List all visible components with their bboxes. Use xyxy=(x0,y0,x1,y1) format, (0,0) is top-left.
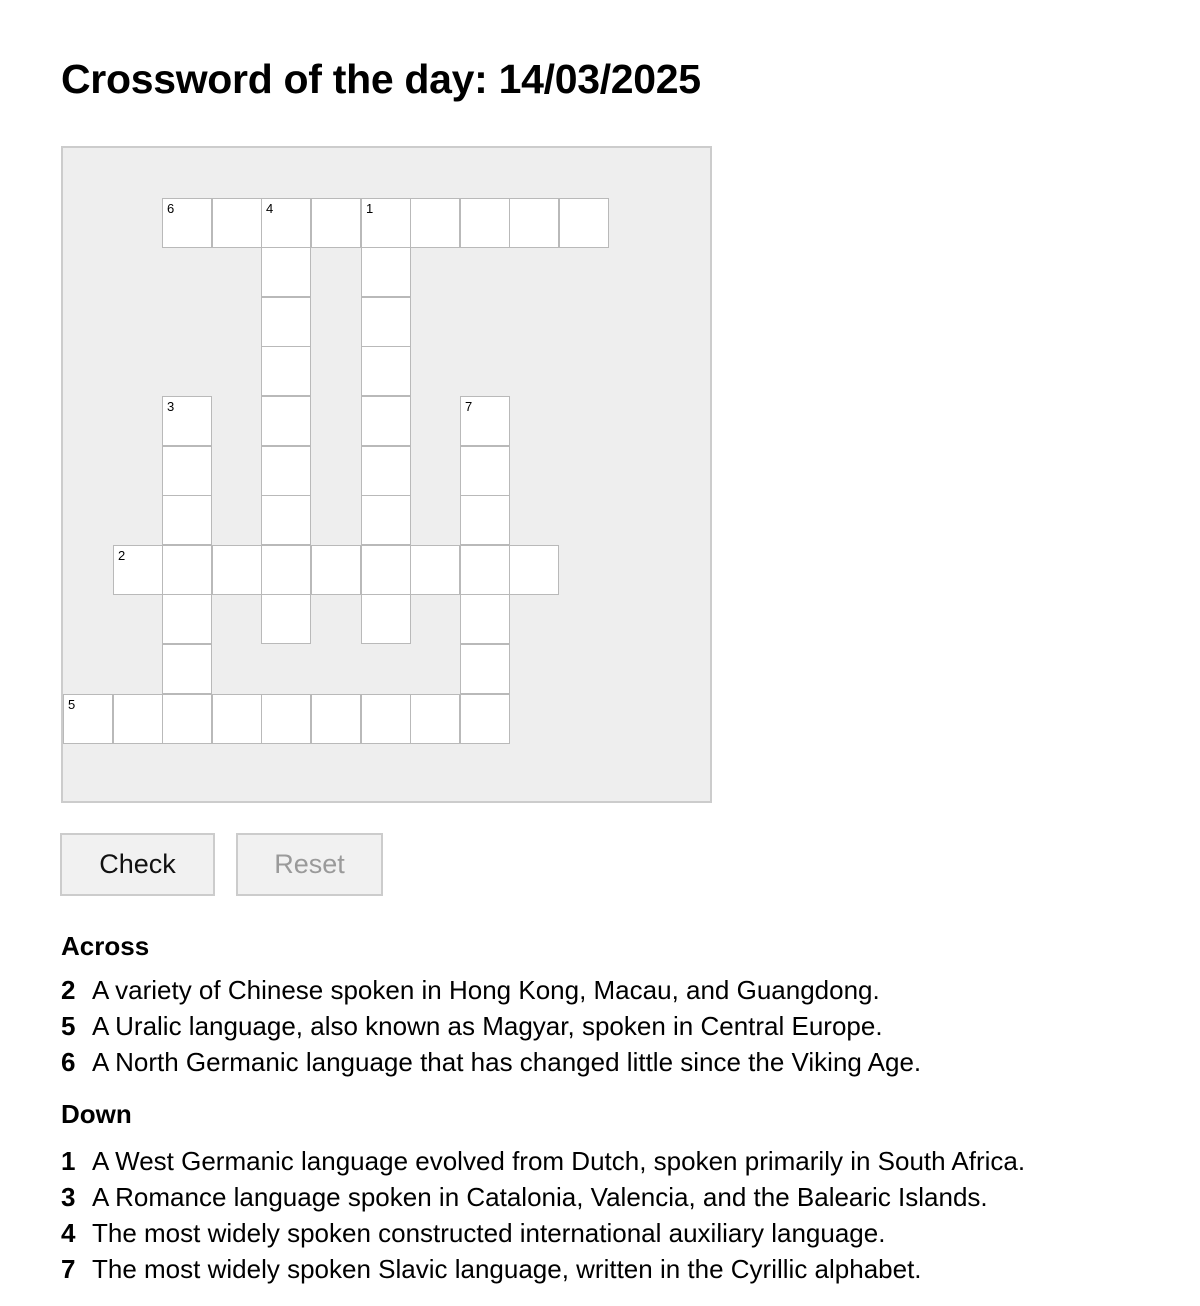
grid-cell[interactable] xyxy=(162,545,212,595)
grid-cell[interactable] xyxy=(509,545,559,595)
clue-number: 6 xyxy=(61,1047,76,1077)
grid-cell[interactable] xyxy=(460,198,510,248)
cell-input[interactable] xyxy=(262,447,310,495)
clue-number: 7 xyxy=(61,1254,76,1284)
cell-input[interactable] xyxy=(213,199,261,247)
across-heading: Across xyxy=(61,931,150,961)
cell-input[interactable] xyxy=(163,496,211,544)
grid-cell[interactable] xyxy=(311,694,361,744)
grid-cell[interactable] xyxy=(460,644,510,694)
grid-cell[interactable] xyxy=(261,297,311,347)
grid-cell[interactable] xyxy=(509,198,559,248)
clue-text: A variety of Chinese spoken in Hong Kong, Macau, and Guangdong. xyxy=(92,975,880,1005)
cell-input[interactable] xyxy=(362,496,410,544)
grid-cell[interactable] xyxy=(559,198,609,248)
cell-input[interactable] xyxy=(510,546,558,594)
cell-number: 7 xyxy=(465,399,473,414)
cell-input[interactable] xyxy=(163,695,211,743)
grid-cell[interactable] xyxy=(162,198,212,248)
cell-input[interactable] xyxy=(114,695,162,743)
grid-cell[interactable] xyxy=(361,694,411,744)
down-heading: Down xyxy=(61,1099,132,1129)
cell-input[interactable] xyxy=(163,397,211,445)
clue-item xyxy=(61,1044,921,1080)
page-title: Crossword of the day: 14/03/2025 xyxy=(61,56,701,102)
cell-input[interactable] xyxy=(213,546,261,594)
cell-input[interactable] xyxy=(461,397,509,445)
cell-input[interactable] xyxy=(461,447,509,495)
grid-cell[interactable] xyxy=(460,396,510,446)
cell-input[interactable] xyxy=(163,546,211,594)
cell-input[interactable] xyxy=(262,347,310,395)
clue-text: A North Germanic language that has changed little since the Viking Age. xyxy=(92,1047,922,1077)
cell-input[interactable] xyxy=(262,695,310,743)
grid-cell[interactable] xyxy=(212,694,262,744)
cell-input[interactable] xyxy=(362,447,410,495)
cell-input[interactable] xyxy=(312,546,360,594)
clue-item xyxy=(61,1215,1025,1251)
cell-number: 6 xyxy=(167,201,175,216)
clue-number: 2 xyxy=(61,975,76,1005)
clue-text: The most widely spoken constructed international auxiliary language. xyxy=(92,1218,886,1248)
grid-cell[interactable] xyxy=(361,446,411,496)
grid-cell[interactable] xyxy=(361,396,411,446)
cell-input[interactable] xyxy=(461,645,509,693)
cell-input[interactable] xyxy=(362,595,410,643)
cell-input[interactable] xyxy=(461,546,509,594)
cell-input[interactable] xyxy=(461,199,509,247)
clue-text: A West Germanic language evolved from Dutch, spoken primarily in South Africa. xyxy=(92,1146,1026,1176)
cell-input[interactable] xyxy=(262,546,310,594)
grid-cell[interactable] xyxy=(261,694,311,744)
clue-text: A Romance language spoken in Catalonia, Valencia, and the Balearic Islands. xyxy=(92,1182,988,1212)
grid-cell[interactable] xyxy=(212,545,262,595)
grid-cell[interactable] xyxy=(460,694,510,744)
cell-input[interactable] xyxy=(114,546,162,594)
grid-cell[interactable] xyxy=(162,694,212,744)
cell-number: 3 xyxy=(167,399,175,414)
cell-input[interactable] xyxy=(362,397,410,445)
grid-cell[interactable] xyxy=(410,694,460,744)
cell-input[interactable] xyxy=(213,695,261,743)
grid-cell[interactable] xyxy=(261,495,311,545)
grid-cell[interactable] xyxy=(261,446,311,496)
cell-input[interactable] xyxy=(461,595,509,643)
cell-input[interactable] xyxy=(510,199,558,247)
grid-cell[interactable] xyxy=(162,594,212,644)
grid-cell[interactable] xyxy=(361,495,411,545)
cell-input[interactable] xyxy=(262,298,310,346)
cell-input[interactable] xyxy=(362,695,410,743)
cell-input[interactable] xyxy=(163,199,211,247)
grid-cell[interactable] xyxy=(361,297,411,347)
grid-cell[interactable] xyxy=(361,594,411,644)
cell-input[interactable] xyxy=(560,199,608,247)
cell-input[interactable] xyxy=(262,199,310,247)
grid-cell[interactable] xyxy=(361,346,411,396)
grid-cell[interactable] xyxy=(113,694,163,744)
grid-cell[interactable] xyxy=(361,198,411,248)
grid-cell[interactable] xyxy=(311,198,361,248)
clue-item xyxy=(61,1179,1025,1215)
clue-text: A Uralic language, also known as Magyar, spoken in Central Europe. xyxy=(92,1011,883,1041)
grid-cell[interactable] xyxy=(460,594,510,644)
cell-input[interactable] xyxy=(362,546,410,594)
grid-cell[interactable] xyxy=(261,346,311,396)
grid-cell[interactable] xyxy=(162,446,212,496)
grid-cell[interactable] xyxy=(261,594,311,644)
cell-input[interactable] xyxy=(411,546,459,594)
grid-cell[interactable] xyxy=(460,545,510,595)
cell-input[interactable] xyxy=(262,595,310,643)
cell-number: 5 xyxy=(68,697,76,712)
clue-text: The most widely spoken Slavic language, written in the Cyrillic alphabet. xyxy=(92,1254,922,1284)
grid-cell[interactable] xyxy=(162,644,212,694)
grid-cell[interactable] xyxy=(212,198,262,248)
grid-cell[interactable] xyxy=(361,545,411,595)
clue-item xyxy=(61,972,921,1008)
cell-number: 4 xyxy=(266,201,274,216)
grid-cell[interactable] xyxy=(311,545,361,595)
across-clue-list xyxy=(61,972,921,1080)
grid-cell[interactable] xyxy=(261,396,311,446)
clue-number: 3 xyxy=(61,1182,76,1212)
grid-cell[interactable] xyxy=(460,495,510,545)
clue-number: 4 xyxy=(61,1218,76,1248)
clue-item xyxy=(61,1008,921,1044)
grid-cell[interactable] xyxy=(410,545,460,595)
cell-number: 2 xyxy=(118,548,126,563)
cell-input[interactable] xyxy=(163,595,211,643)
grid-cell[interactable] xyxy=(63,694,113,744)
grid-cell[interactable] xyxy=(410,198,460,248)
grid-cell[interactable] xyxy=(361,247,411,297)
cell-input[interactable] xyxy=(64,695,112,743)
cell-input[interactable] xyxy=(362,248,410,296)
cell-input[interactable] xyxy=(312,199,360,247)
cell-input[interactable] xyxy=(411,695,459,743)
cell-input[interactable] xyxy=(163,645,211,693)
cell-input[interactable] xyxy=(362,347,410,395)
grid-cell[interactable] xyxy=(261,198,311,248)
clue-number: 1 xyxy=(61,1146,76,1176)
grid-cell[interactable] xyxy=(261,545,311,595)
grid-cell[interactable] xyxy=(113,545,163,595)
cell-input[interactable] xyxy=(461,496,509,544)
grid-cell[interactable] xyxy=(162,396,212,446)
grid-cell[interactable] xyxy=(261,247,311,297)
down-clue-list xyxy=(61,1143,1025,1287)
clue-number: 5 xyxy=(61,1011,76,1041)
crossword-grid xyxy=(61,146,712,803)
cell-input[interactable] xyxy=(362,298,410,346)
cell-input[interactable] xyxy=(262,496,310,544)
cell-input[interactable] xyxy=(411,199,459,247)
cell-number: 1 xyxy=(366,201,374,216)
reset-button[interactable]: Reset xyxy=(236,833,383,896)
cell-input[interactable] xyxy=(461,695,509,743)
grid-cell[interactable] xyxy=(162,495,212,545)
cell-input[interactable] xyxy=(163,447,211,495)
clue-item xyxy=(61,1251,1025,1287)
cell-input[interactable] xyxy=(262,397,310,445)
cell-input[interactable] xyxy=(312,695,360,743)
grid-cell[interactable] xyxy=(460,446,510,496)
cell-input[interactable] xyxy=(362,199,410,247)
cell-input[interactable] xyxy=(262,248,310,296)
check-button[interactable]: Check xyxy=(60,833,215,896)
clue-item xyxy=(61,1143,1025,1179)
